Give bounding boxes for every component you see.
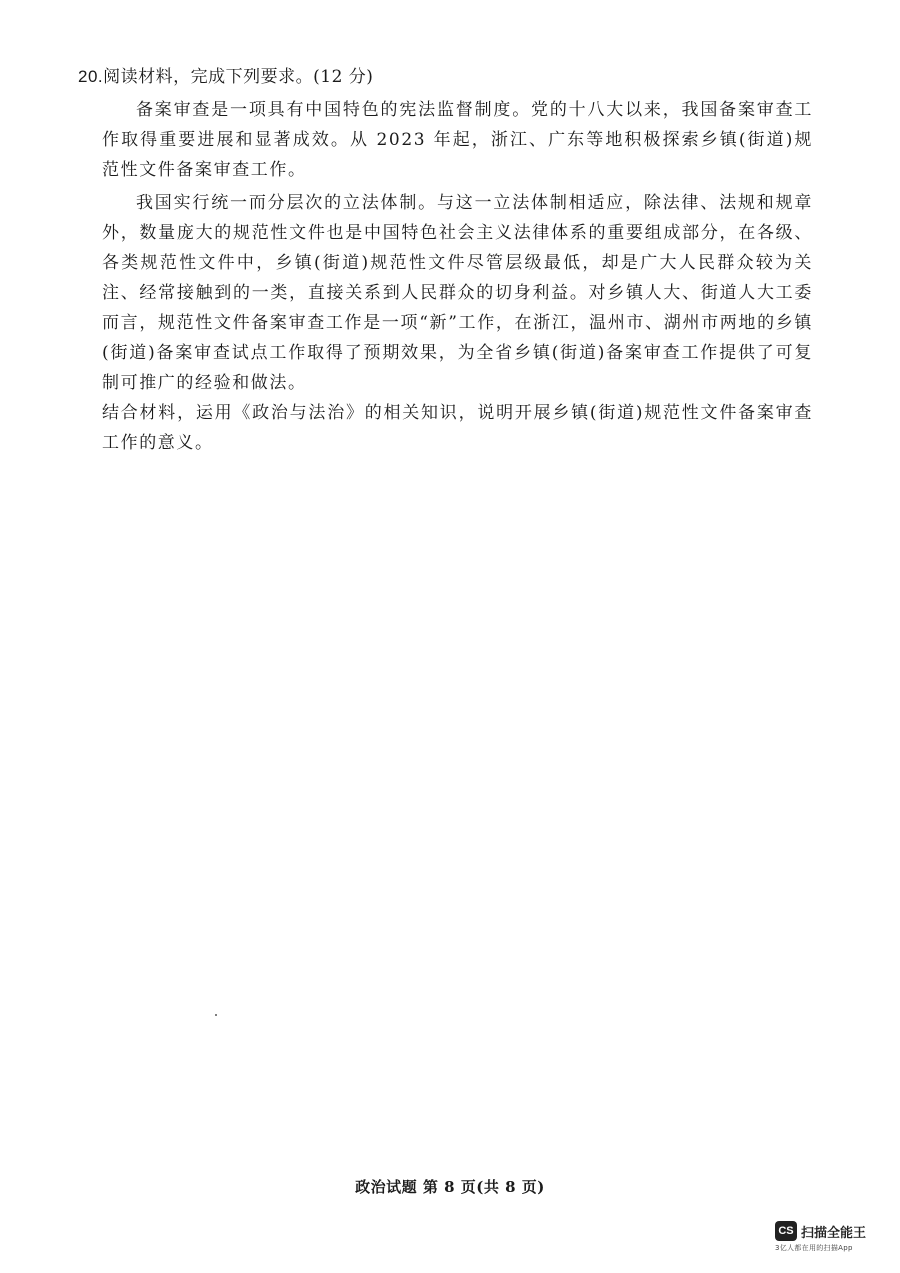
scan-speck (215, 1014, 217, 1016)
watermark-app-name: 扫描全能王 (801, 1225, 867, 1241)
question-prompt: 阅读材料，完成下列要求。(12 分) (103, 67, 374, 87)
material-paragraph-2: 我国实行统一而分层次的立法体制。与这一立法体制相适应，除法律、法规和规章外，数量庞大的规范性文件也是中国特色社会主义法律体系的重要组成部分，在各级、各类规范性文件中，乡镇(街道)规范性文件尽管层级最低，却是广大人民群众较为关注、经常接触到的一类，直接关系到人民群众的切身利益。对乡镇人大、街道人大工委而言，规范性文件备案审查工作是一项“新”工作，在浙江，温州市、湖州市两地的乡镇(街道)备案审查试点工作取得了预期效果，为全省乡镇(街道)备案审查工作提供了可复制可推广的经验和做法。 (102, 193, 813, 393)
watermark-tagline: 3亿人都在用的扫描App (775, 1244, 853, 1252)
question-number: 20. (78, 67, 104, 86)
camscanner-logo-icon: CS (775, 1221, 797, 1241)
scanner-watermark (775, 1221, 887, 1263)
page-footer: 政治试题 第 8 页(共 8 页) (355, 1178, 545, 1196)
material-paragraph-1: 备案审查是一项具有中国特色的宪法监督制度。党的十八大以来，我国备案审查工作取得重要进展和显著成效。从 2023 年起，浙江、广东等地积极探索乡镇(街道)规范性文件备案审查工作。 (102, 100, 813, 180)
question-20 (78, 62, 813, 458)
question-header (78, 62, 813, 92)
watermark-brand (775, 1221, 887, 1241)
question-task: 结合材料，运用《政治与法治》的相关知识，说明开展乡镇(街道)规范性文件备案审查工作的意义。 (102, 403, 813, 453)
